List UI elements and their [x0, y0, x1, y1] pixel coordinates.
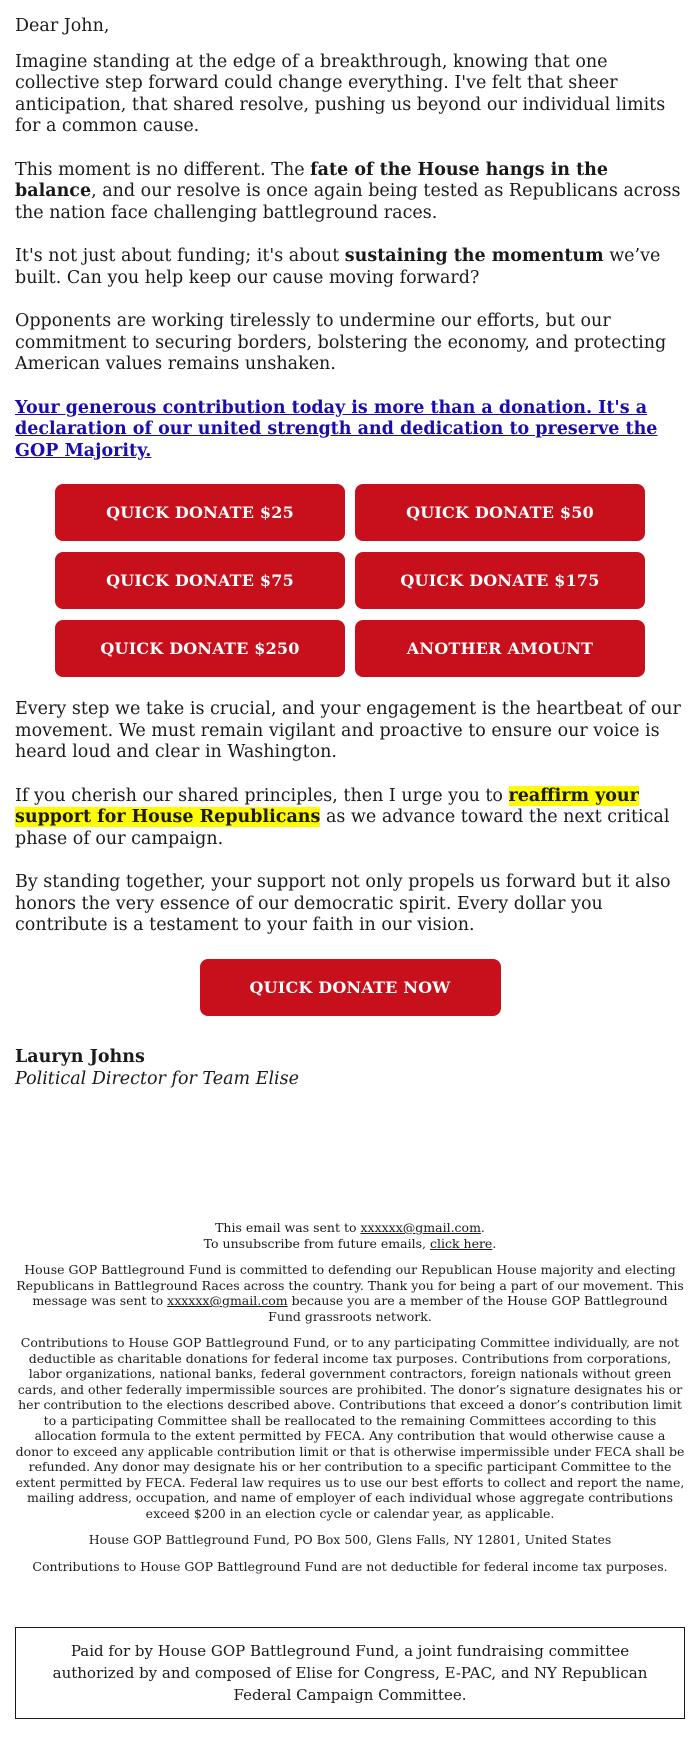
footer-sent-to [15, 1220, 685, 1236]
bold-text: sustaining the momentum [344, 246, 604, 266]
text: because you are a member of the House GOP Battleground Fund grassroots network. [268, 1293, 668, 1324]
greeting: Dear John, [15, 16, 110, 36]
paragraph-standing: By standing together, your support not only propels us forward but it also honors the very essence of our democratic spirit. Every dollar you contribute is a testament to your faith in our vision. [15, 872, 671, 935]
footer-legal: Contributions to House GOP Battleground Fund, or to any participating Committee individually, are not deductible as charitable donations for federal income tax purposes. Contributions from corporations, labor organizations, national banks, federal government contractors, foreign nationals without green cards, and other federally impermissible sources are prohibited. The donor’s signature designates his or her contribution to the elections described above. Contributions that exceed a donor’s contribution limit to a participating Committee shall be reallocated to the remaining Committees according to this allocation formula to the extent permitted by FECA. Any contribution that would otherwise cause a donor to exceed any applicable contribution limit or that is otherwise impermissible under FECA shall be refunded. Any donor may designate his or her contribution to a specific participant Committee to the extent permitted by FECA. Federal law requires us to use our best efforts to collect and report the name, mailing address, occupation, and name of employer of each individual whose aggregate contributions exceed $200 in an election cycle or calendar year, as applicable. [15, 1335, 685, 1521]
paid-for-text: Paid for by House GOP Battleground Fund, a joint fundraising committee authorized by and composed of Elise for Congress, E-PAC, and NY Republican Federal Campaign Committee. [52, 1642, 648, 1704]
quick-donate-175-button[interactable]: QUICK DONATE $175 [355, 552, 645, 609]
footer-email-link[interactable]: xxxxxx@gmail.com [360, 1220, 481, 1235]
another-amount-button[interactable]: ANOTHER AMOUNT [355, 620, 645, 677]
text: . [480, 1220, 485, 1235]
text: House GOP Battleground Fund is committed to defending our Republican House majority and electing Republicans in Battleground Races across the country. Thank you for being a part of our movement. This message was sent to [16, 1262, 684, 1308]
contribution-link[interactable]: Your generous contribution today is more than a donation. It's a declaration of our united strength and dedication to preserve the GOP Majority. [15, 397, 658, 461]
footer-mission [15, 1262, 685, 1324]
signature-title: Political Director for Team Elise [15, 1068, 299, 1089]
text: This moment is no different. The [15, 159, 311, 180]
footer-tax-note: Contributions to House GOP Battleground Fund are not deductible for federal income tax purposes. [32, 1558, 668, 1574]
paragraph-intro: Imagine standing at the edge of a breakthrough, knowing that one collective step forward could change everything. I've felt that sheer anticipation, that shared resolve, pushing us beyond our individual limits for a common cause. [15, 51, 666, 136]
quick-donate-25-button[interactable]: QUICK DONATE $25 [55, 484, 345, 541]
paragraph-engagement: Every step we take is crucial, and your engagement is the heartbeat of our movement. We must remain vigilant and proactive to ensure our voice is heard loud and clear in Washington. [15, 699, 681, 762]
bold-text: fate of the House hangs in the balance [15, 159, 609, 201]
text: . [492, 1235, 497, 1251]
text: It's not just about funding; it's about [15, 246, 345, 266]
text: If you cherish our shared principles, then I urge you to [15, 785, 509, 806]
signature-name: Lauryn Johns [15, 1046, 145, 1067]
paragraph-opponents: Opponents are working tirelessly to undermine our efforts, but our commitment to securing borders, bolstering the economy, and protecting American values remains unshaken. [15, 311, 667, 374]
paragraph-momentum [15, 246, 685, 289]
footer [15, 1220, 685, 1585]
text: To unsubscribe from future emails, [203, 1235, 430, 1251]
footer-address: House GOP Battleground Fund, PO Box 500, Glens Falls, NY 12801, United States [88, 1532, 612, 1547]
unsubscribe-link[interactable]: click here [429, 1235, 493, 1251]
donate-button-grid [55, 484, 645, 677]
highlighted-text: reaffirm your support for House Republicans [15, 785, 639, 827]
text: This email was sent to [215, 1220, 361, 1235]
text: , and our resolve is once again being tested as Republicans across the nation face challenging battleground races. [15, 181, 681, 223]
donate-now-wrapper [15, 959, 685, 1016]
paid-for-disclaimer [15, 1627, 685, 1719]
quick-donate-now-button[interactable]: QUICK DONATE NOW [200, 959, 501, 1016]
paragraph-support [15, 786, 685, 851]
footer-unsubscribe [15, 1236, 685, 1252]
paragraph-fate [15, 160, 685, 225]
quick-donate-50-button[interactable]: QUICK DONATE $50 [355, 484, 645, 541]
quick-donate-75-button[interactable]: QUICK DONATE $75 [55, 552, 345, 609]
text: as we advance toward the next critical phase of our campaign. [15, 807, 670, 849]
text: we’ve built. Can you help keep our cause moving forward? [15, 246, 661, 288]
quick-donate-250-button[interactable]: QUICK DONATE $250 [55, 620, 345, 677]
footer-member-email-link[interactable]: xxxxxx@gmail.com [167, 1293, 288, 1308]
